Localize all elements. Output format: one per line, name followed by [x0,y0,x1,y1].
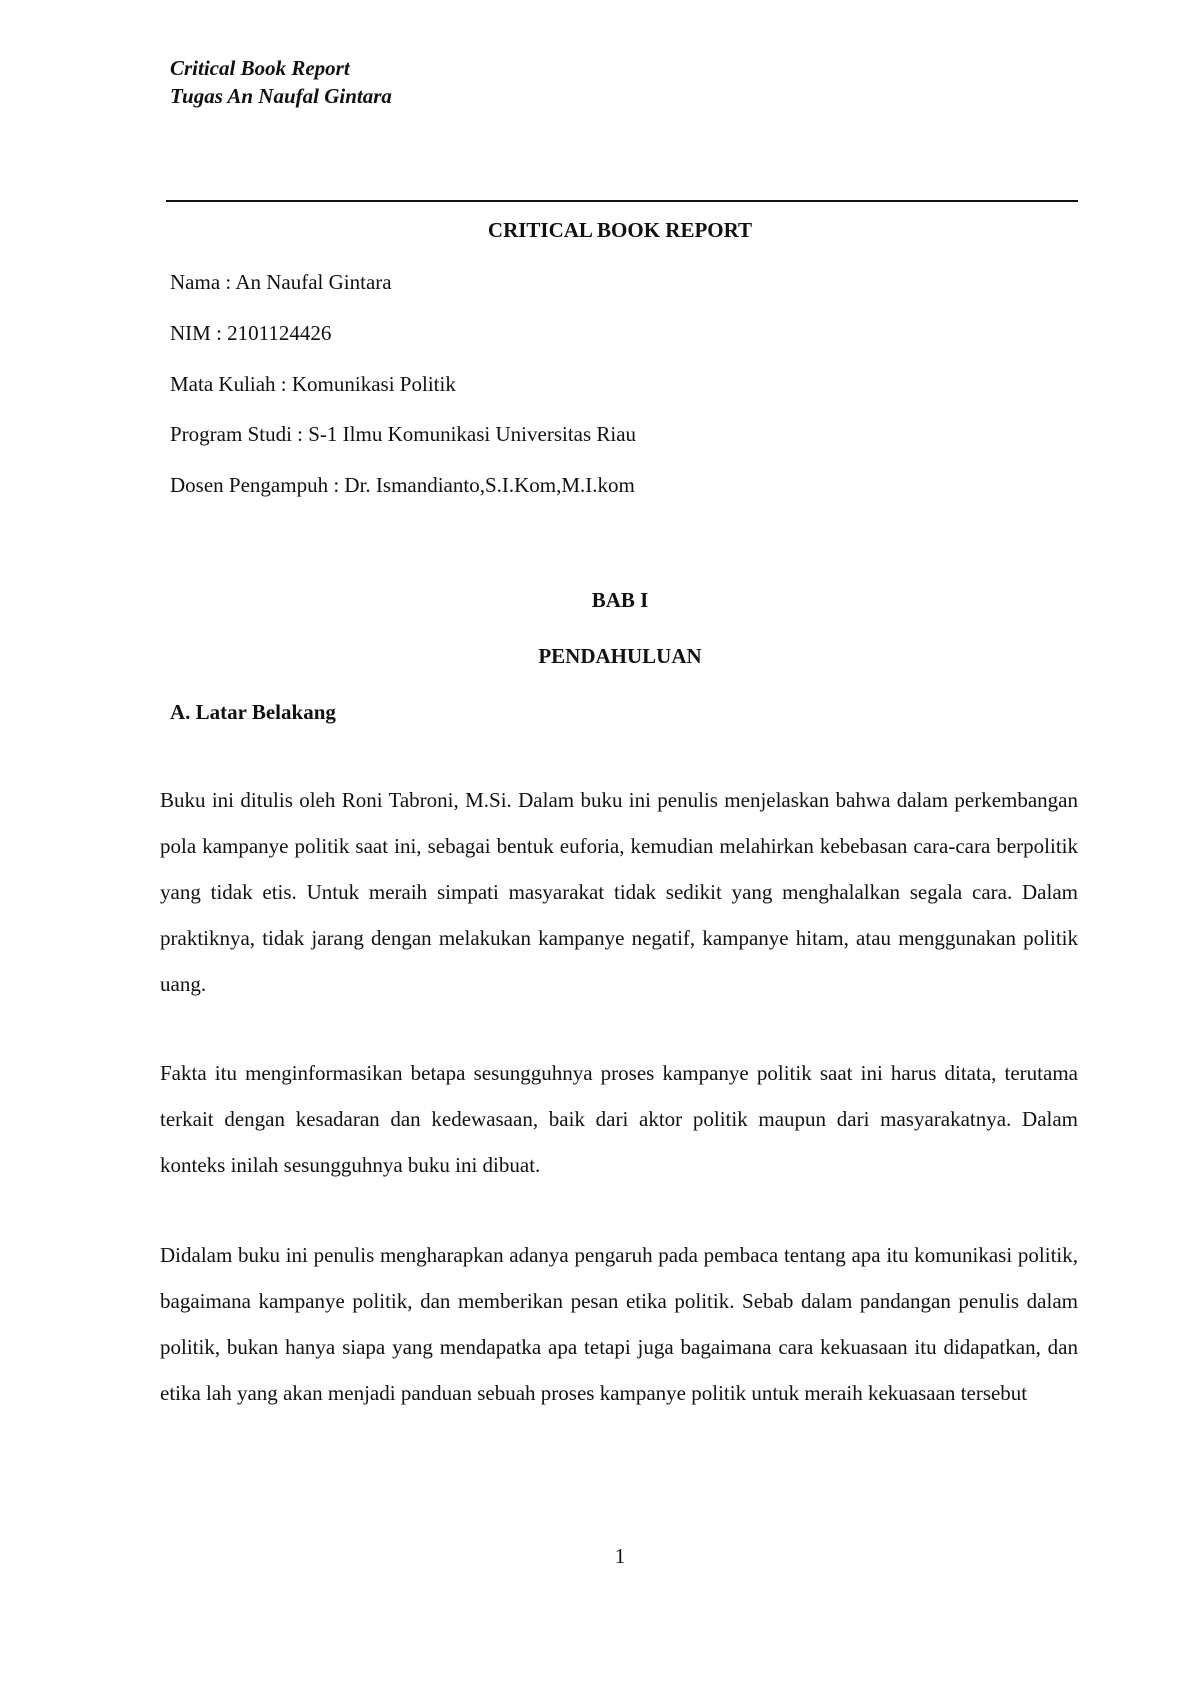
info-dosen: Dosen Pengampuh : Dr. Ismandianto,S.I.Kom,M.I.kom [170,473,635,497]
info-nama: Nama : An Naufal Gintara [170,270,392,294]
running-header-author: Tugas An Naufal Gintara [170,84,392,108]
info-nim: NIM : 2101124426 [170,321,332,345]
page-number: 1 [614,1544,626,1568]
running-header-title: Critical Book Report [170,56,350,80]
paragraph-3: Didalam buku ini penulis mengharapkan adanya pengaruh pada pembaca tentang apa itu komunikasi politik, bagaimana kampanye politik, dan memberikan pesan etika politik. Sebab dalam pandangan penulis dalam politik, bukan hanya siapa yang mendapatka apa tetapi juga bagaimana cara kekuasaan itu didapatkan, dan etika lah yang akan menjadi panduan sebuah proses kampanye politik untuk meraih kekuasaan tersebut [160,1243,1078,1405]
paragraph-2: Fakta itu menginformasikan betapa sesungguhnya proses kampanye politik saat ini harus ditata, terutama terkait dengan kesadaran dan kedewasaan, baik dari aktor politik maupun dari masyarakatnya. Dalam konteks inilah sesungguhnya buku ini dibuat. [160,1061,1078,1177]
header-divider [166,200,1078,202]
info-program-studi: Program Studi : S-1 Ilmu Komunikasi Universitas Riau [170,422,637,446]
info-mata-kuliah: Mata Kuliah : Komunikasi Politik [170,372,456,396]
chapter-number: BAB I [591,588,649,612]
report-title: CRITICAL BOOK REPORT [487,218,753,242]
chapter-title: PENDAHULUAN [538,644,702,668]
paragraph-1: Buku ini ditulis oleh Roni Tabroni, M.Si. Dalam buku ini penulis menjelaskan bahwa dalam perkembangan pola kampanye politik saat ini, sebagai bentuk euforia, kemudian melahirkan kebebasan cara-cara berpolitik yang tidak etis. Untuk meraih simpati masyarakat tidak sedikit yang menghalalkan segala cara. Dalam praktiknya, tidak jarang dengan melakukan kampanye negatif, kampanye hitam, atau menggunakan politik uang. [160,788,1078,996]
section-heading: A. Latar Belakang [170,700,336,724]
